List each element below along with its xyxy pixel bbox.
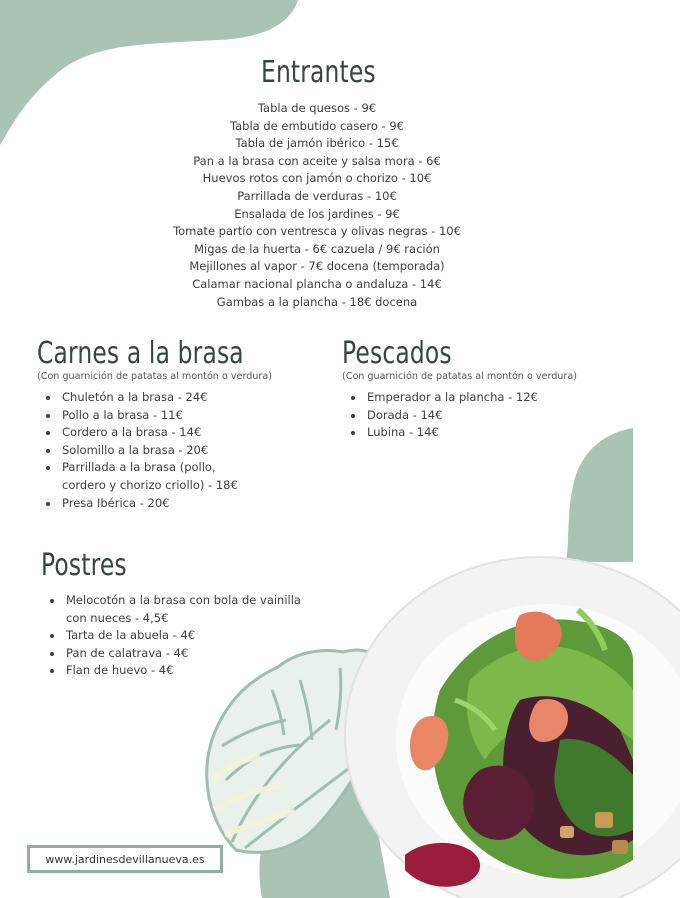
carnes-list <box>42 389 290 512</box>
pescados-list <box>347 389 595 442</box>
carnes-subtitle: (Con guarnición de patatas al montón o verdura) <box>37 371 272 382</box>
list-item: • Cordero a la brasa - 14€ <box>60 424 290 442</box>
pescados-subtitle: (Con guarnición de patatas al montón o verdura) <box>342 371 577 382</box>
website-link[interactable]: www.jardinesdevillanueva.es <box>27 845 223 873</box>
list-item: • Lubina - 14€ <box>365 424 595 442</box>
entrantes-list <box>150 100 484 311</box>
list-item: • Solomillo a la brasa - 20€ <box>60 442 290 460</box>
postres-list <box>46 592 324 680</box>
list-item: • Emperador a la plancha - 12€ <box>365 389 595 407</box>
pescados-title: Pescados <box>342 336 452 371</box>
right-blob <box>566 428 633 562</box>
list-item: • Flan de huevo - 4€ <box>64 662 324 680</box>
list-item: Pan a la brasa con aceite y salsa mora - 6€ <box>193 153 441 168</box>
list-item: • Pan de calatrava - 4€ <box>64 645 324 663</box>
list-item: Calamar nacional plancha o andaluza - 14€ <box>192 276 442 291</box>
list-item: Tabla de embutido casero - 9€ <box>230 118 404 133</box>
list-item: • Pollo a la brasa - 11€ <box>60 407 290 425</box>
salad-plate-photo <box>345 557 680 898</box>
list-item: • Melocotón a la brasa con bola de vainilla con nueces - 4,5€ <box>64 592 301 627</box>
list-item: Tabla de jamón ibérico - 15€ <box>235 136 399 151</box>
carnes-title: Carnes a la brasa <box>37 336 244 371</box>
list-item: Tabla de quesos - 9€ <box>257 101 377 115</box>
list-item: Gambas a la plancha - 18€ docena <box>216 294 418 309</box>
list-item: • Presa Ibérica - 20€ <box>60 495 290 513</box>
list-item: • Tarta de la abuela - 4€ <box>64 627 324 645</box>
list-item: Migas de la huerta - 6€ cazuela / 9€ ración <box>194 241 440 256</box>
list-item: Huevos rotos con jamón o chorizo - 10€ <box>202 171 432 186</box>
list-item: Mejillones al vapor - 7€ docena (temporada) <box>189 259 445 274</box>
list-item: • Parrillada a la brasa (pollo, cordero y chorizo criollo) - 18€ <box>60 459 262 494</box>
list-item: • Chuletón a la brasa - 24€ <box>60 389 290 407</box>
list-item: • Dorada - 14€ <box>365 407 595 425</box>
list-item: Ensalada de los jardines - 9€ <box>234 206 400 221</box>
list-item: Parrillada de verduras - 10€ <box>237 188 397 203</box>
postres-title: Postres <box>41 548 127 583</box>
entrantes-title: Entrantes <box>261 55 376 90</box>
list-item: Tomate partío con ventresca y olivas negras - 10€ <box>173 224 461 239</box>
